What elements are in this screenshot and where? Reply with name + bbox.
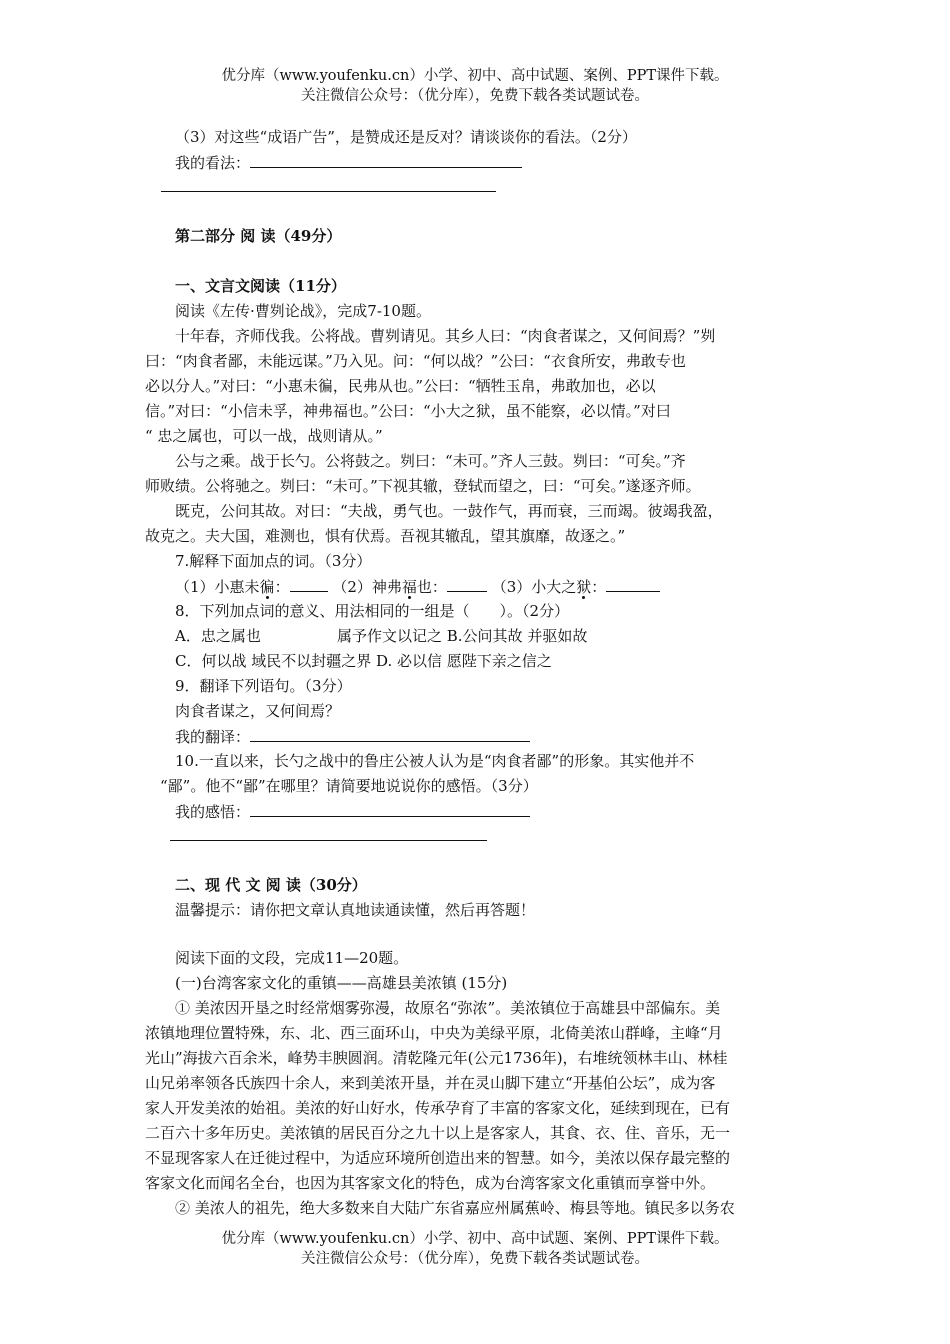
header-line-1: 优分库（www.youfenku.cn）小学、初中、高中试题、案例、PPT课件下载。 (221, 68, 729, 84)
dotted-word: 福 (401, 578, 417, 596)
my-translation-label: 我的翻译： (175, 728, 251, 746)
passage-line: ② 美浓人的祖先，绝大多数来自大陆广东省嘉应州属蕉岭、梅县等地。镇民多以务农 (175, 1199, 735, 1217)
modern-tip: 温馨提示：请你把文章认真地读通读懂，然后再答题！ (175, 901, 536, 919)
q7-blank-2[interactable] (447, 574, 487, 592)
q7-blank-1[interactable] (290, 574, 328, 592)
q3-answer-line (175, 150, 522, 175)
footer-line-1: 优分库（www.youfenku.cn）小学、初中、高中试题、案例、PPT课件下载。 (221, 1231, 729, 1247)
modern-intro: 阅读下面的文段，完成11—20题。 (175, 949, 409, 967)
q3-answer-rule[interactable] (161, 191, 496, 192)
q7-items: （1）小惠未徧： （2）神弗福也： （3）小大之狱： (175, 574, 660, 599)
passage-line: 师败绩。公将驰之。刿曰：“未可。”下视其辙，登轼而望之，曰：“可矣。”遂逐齐师。 (145, 477, 701, 495)
q10-line-1: 10.一直以来，长勺之战中的鲁庄公被人认为是“肉食者鄙”的形象。其实他并不 (175, 752, 695, 770)
passage-line: ① 美浓因开垦之时经常烟雾弥漫，故原名“弥浓”。美浓镇位于高雄县中部偏东。美 (175, 999, 721, 1017)
modern-subtitle: (一)台湾客家文化的重镇——高雄县美浓镇 (15分) (175, 974, 508, 992)
q10-answer-line (175, 799, 530, 824)
modern-title: 二、现 代 文 阅 读（30分） (175, 876, 367, 894)
dotted-word: 狱 (576, 578, 592, 596)
passage-line: 十年春，齐师伐我。公将战。曹刿请见。其乡人曰：“肉食者谋之，又何间焉？”刿 (175, 327, 716, 345)
q3-answer-blank[interactable] (250, 150, 522, 168)
q7-blank-3[interactable] (606, 574, 660, 592)
q8-title: 8．下列加点词的意义、用法相同的一组是（ ）。（2分） (175, 602, 570, 620)
my-insight-label: 我的感悟： (175, 803, 251, 821)
q8-option-c-d: C．何以战 域民不以封疆之界 D. 必以信 愿陛下亲之信之 (175, 652, 552, 670)
q10-line-2: “鄙”。他不“鄙”在哪里？请简要地说说你的感悟。（3分） (160, 777, 538, 795)
part2-title: 第二部分 阅 读（49分） (175, 227, 342, 245)
q3-text: （3）对这些“成语广告”，是赞成还是反对？请谈谈你的看法。（2分） (175, 128, 637, 146)
q10-answer-blank[interactable] (250, 799, 530, 817)
q9-answer-line (175, 724, 530, 749)
header-line-2: 关注微信公众号：（优分库），免费下载各类试题试卷。 (301, 88, 649, 104)
passage-line: 家人开发美浓的始祖。美浓的好山好水，传承孕育了丰富的客家文化，延续到现在，已有 (145, 1099, 731, 1117)
my-view-label: 我的看法： (175, 154, 251, 172)
passage-line: 浓镇地理位置特殊，东、北、西三面环山，中央为美绿平原，北倚美浓山群峰，主峰“月 (145, 1024, 723, 1042)
passage-line: 客家文化而闻名全台，也因为其客家文化的特色，成为台湾客家文化重镇而享誉中外。 (145, 1174, 716, 1192)
q7-title: 7.解释下面加点的词。（3分） (175, 552, 372, 570)
passage-line: 必以分人。”对曰：“小惠未徧，民弗从也。”公曰：“牺牲玉帛，弗敢加也，必以 (145, 377, 656, 395)
classical-intro: 阅读《左传·曹刿论战》，完成7-10题。 (175, 302, 431, 320)
passage-line: 光山”海拔六百余米，峰势丰腴圆润。清乾隆元年(公元1736年)，右堆统领林丰山、林桂 (145, 1049, 728, 1067)
q9-title: 9．翻译下列语句。（3分） (175, 677, 352, 695)
passage-line: 山兄弟率领各氏族四十余人，来到美浓开垦，并在灵山脚下建立“开基伯公坛”，成为客 (145, 1074, 716, 1092)
q9-sentence: 肉食者谋之，又何间焉？ (175, 702, 341, 720)
q9-answer-blank[interactable] (250, 724, 530, 742)
passage-line: 不显现客家人在迁徙过程中，为适应环境所创造出来的智慧。如今，美浓以保存最完整的 (145, 1149, 731, 1167)
passage-line: 公与之乘。战于长勺。公将鼓之。刿曰：“未可。”齐人三鼓。刿曰：“可矣。”齐 (175, 452, 686, 470)
passage-line: 二百六十多年历史。美浓镇的居民百分之九十以上是客家人，其食、衣、住、音乐，无一 (145, 1124, 731, 1142)
q10-answer-rule[interactable] (170, 840, 487, 841)
passage-line: 故克之。夫大国，难测也，惧有伏焉。吾视其辙乱，望其旗靡，故逐之。” (145, 527, 626, 545)
passage-line: 信。”对曰：“小信未孚，神弗福也。”公曰：“小大之狱，虽不能察，必以情。”对曰 (145, 402, 671, 420)
passage-line: 既克，公问其故。对曰：“夫战，勇气也。一鼓作气，再而衰，三而竭。彼竭我盈， (175, 502, 723, 520)
dotted-word: 徧 (259, 578, 275, 596)
passage-line: “ 忠之属也，可以一战，战则请从。” (145, 427, 383, 445)
classical-title: 一、文言文阅读（11分） (175, 277, 346, 295)
q8-option-a: A．忠之属也 (175, 627, 261, 645)
q8-option-a-b: 属予作文以记之 B.公问其故 并驱如故 (337, 627, 588, 645)
footer-line-2: 关注微信公众号：（优分库），免费下载各类试题试卷。 (301, 1251, 649, 1267)
passage-line: 曰：“肉食者鄙，未能远谋。”乃入见。问：“何以战？”公曰：“衣食所安，弗敢专也 (145, 352, 686, 370)
